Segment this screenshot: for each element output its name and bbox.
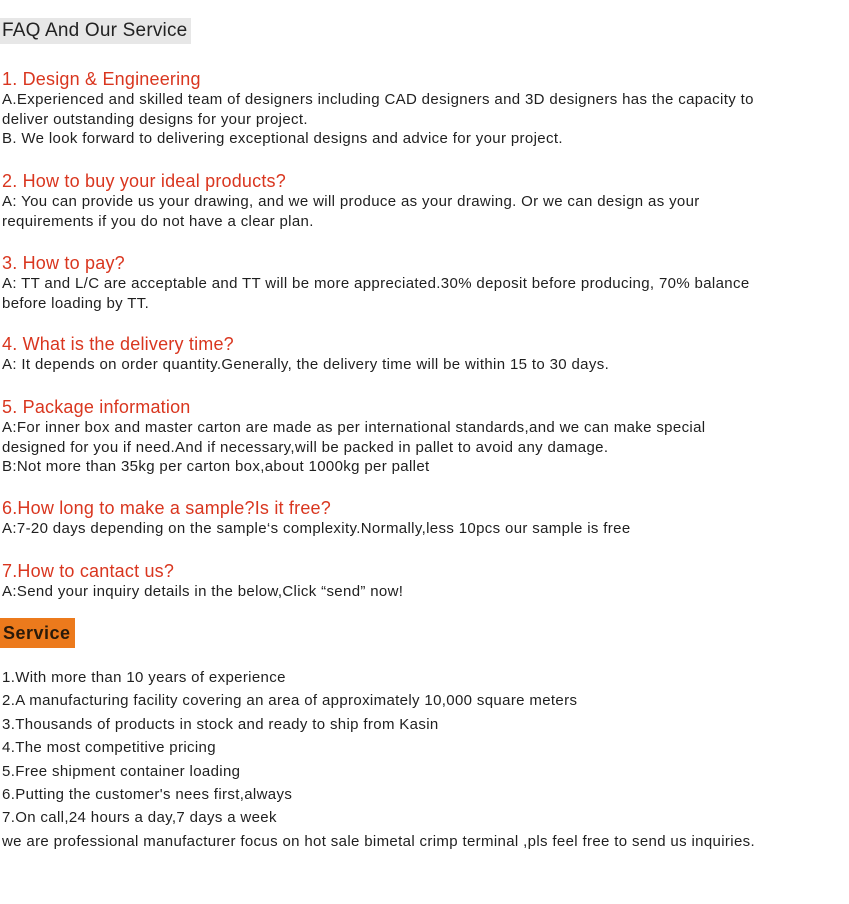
faq-answer-line: A: It depends on order quantity.Generally, the delivery time will be within 15 to 30 days. [2,356,610,373]
faq-question: 5. Package information [2,397,191,417]
faq-answer-line: B:Not more than 35kg per carton box,about 1000kg per pallet [2,458,430,475]
faq-answer-line: deliver outstanding designs for your project. [2,110,308,128]
faq-question: 1. Design & Engineering [2,69,201,89]
service-list-item: 1.With more than 10 years of experience [2,669,286,686]
faq-heading: FAQ And Our Service [0,18,191,44]
faq-answer-line: requirements if you do not have a clear plan. [2,212,314,230]
faq-question: 2. How to buy your ideal products? [2,171,286,191]
service-list-item: 5.Free shipment container loading [2,762,241,780]
faq-question: 7.How to cantact us? [2,561,175,581]
service-list-item: 6.Putting the customer's nees first,always [2,786,293,804]
faq-answer-line: designed for you if need.And if necessary,will be packed in pallet to avoid any damage. [2,438,609,456]
service-heading: Service [0,618,75,648]
faq-item-design-engineering [2,68,841,149]
faq-question: 3. How to pay? [2,253,125,273]
faq-answer-line: A:7-20 days depending on the sample‘s complexity.Normally,less 10pcs our sample is free [2,520,631,537]
faq-item-how-to-buy [2,170,841,231]
faq-answer-line: A:For inner box and master carton are made as per international standards,and we can make special [2,419,706,436]
service-list-item: 7.On call,24 hours a day,7 days a week [2,809,277,827]
faq-item-package-information [2,396,841,477]
faq-answer-line: A.Experienced and skilled team of designers including CAD designers and 3D designers has the capacity to [2,91,754,108]
service-list-item: 3.Thousands of products in stock and ready to ship from Kasin [2,715,439,733]
faq-question: 4. What is the delivery time? [2,334,234,354]
faq-item-sample [2,497,841,539]
faq-answer-line: A:Send your inquiry details in the below,Click “send” now! [2,583,404,600]
faq-answer-line: B. We look forward to delivering exceptional designs and advice for your project. [2,130,563,147]
faq-answer-line: A: TT and L/C are acceptable and TT will be more appreciated.30% deposit before producing, 70% balance [2,275,750,292]
faq-answer-line: before loading by TT. [2,294,150,312]
faq-item-how-to-pay [2,252,841,313]
service-list-item: 2.A manufacturing facility covering an area of approximately 10,000 square meters [2,692,578,710]
faq-question: 6.How long to make a sample?Is it free? [2,498,331,518]
faq-item-delivery-time [2,333,841,375]
service-list-item: 4.The most competitive pricing [2,739,216,757]
service-list [2,666,847,853]
faq-item-contact [2,560,841,602]
faq-answer-line: A: You can provide us your drawing, and we will produce as your drawing. Or we can design as your [2,193,700,210]
service-closing-statement: we are professional manufacturer focus on hot sale bimetal crimp terminal ,pls feel free to send us inquiries. [2,832,756,850]
